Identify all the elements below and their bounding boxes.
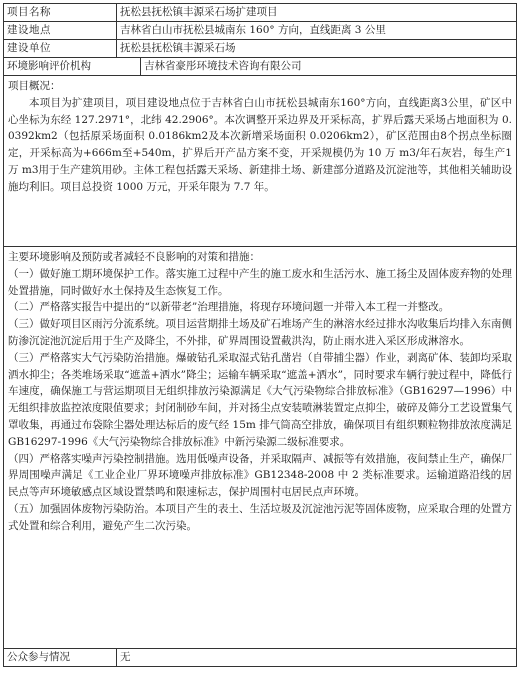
overview-body: 本项目为扩建项目，项目建设地点位于吉林省白山市抚松县城南东160°方向，直线距离3公里，矿区中心坐标为东经 127.2971°，北纬 42.2906°。本次调整开采边界及开采标高，扩界后露天采场占地面积为 0.0392km2（包括原采场面积 0.0186km2及本次新增采场面积 0.0206km2），矿区范围由8个拐点坐标圈定，开采标高为+666m至+540m，扩界后开产品方案不变，开采规模仍为 10 万 m3/年石灰岩，每生产1万 m3用于生产建筑用砂。主体工程包括露天采场、新建排土场、新建部分道路及沉淀池等，其他相关辅助设施均利旧。项目总投资 1000 万元，开采年限为 7.7 年。 xyxy=(8,96,512,193)
unit-value: 抚松县抚松镇丰源采石场 xyxy=(117,40,517,58)
measures-heading: 主要环境影响及预防或者减轻不良影响的对策和措施： xyxy=(8,251,260,263)
measure-item: （四）严格落实噪声污染控制措施。选用低噪声设备，并采取隔声、减振等有效措施，夜间禁止生产，确保厂界周围噪声满足《工业企业厂界环境噪声排放标准》GB12348-2008 中 2 类标准要求。运输道路沿线的居民点等声环境敏感点区域设置禁鸣和限速标志，保护周围村屯居民点声环境。 xyxy=(8,452,512,499)
participation-value: 无 xyxy=(117,649,517,667)
overview-row xyxy=(4,76,517,247)
measure-item: （三）做好项目区雨污分流系统。项目运营期排土场及矿石堆场产生的淋溶水经过排水沟收集后均排入东南侧防渗沉淀池沉淀后用于生产及降尘，不外排，矿界周围设置截洪沟，防止雨水进入采区形成淋溶水。 xyxy=(8,318,512,347)
unit-label: 建设单位 xyxy=(4,40,117,58)
measures-cell xyxy=(4,247,517,649)
measure-item: （三）严格落实大气污染防治措施。爆破钻孔采取湿式钻孔凿岩（自带捕尘器）作业，剥离矿体、装卸均采取洒水抑尘；各类堆场采取“遮盖+洒水”降尘；运输车辆采取“遮盖+洒水”，同时要求车辆行驶过程中，降低行车速度，确保施工与营运期项目无组织排放污染源满足《大气污染物综合排放标准》（GB16297—1996）中无组织排放监控浓度限值要求；封闭制砂车间，并对扬尘点安装喷淋装置定点抑尘，破碎及筛分工艺设置集气罩收集，再通过布袋除尘器处理达标后的废气经 15m 排气筒高空排放，确保项目有组织颗粒物排放浓度满足GB16297-1996《大气污染物综合排放标准》中新污染源二级标准要求。 xyxy=(8,351,512,448)
measure-item: （二）严格落实报告中提出的“以新带老”治理措施，将现存环境问题一并带入本工程一并整改。 xyxy=(8,301,450,314)
project-name-row xyxy=(4,4,517,22)
overview-heading: 项目概况： xyxy=(8,80,61,92)
location-row xyxy=(4,22,517,40)
eia-summary-document xyxy=(3,3,516,685)
measure-item: （一）做好施工期环境保护工作。落实施工过程中产生的施工废水和生活污水、施工扬尘及固体废弃物的处理处置措施，同时做好水土保持及生态恢复工作。 xyxy=(8,267,512,297)
eia-org-row xyxy=(4,58,517,76)
location-label: 建设地点 xyxy=(4,22,117,40)
location-value: 吉林省白山市抚松县城南东 160° 方向，直线距离 3 公里 xyxy=(117,22,517,40)
eia-org-value: 吉林省豪彤环境技术咨询有限公司 xyxy=(141,58,517,76)
unit-row xyxy=(4,40,517,58)
project-name-value: 抚松县抚松镇丰源采石场扩建项目 xyxy=(117,4,517,22)
overview-cell xyxy=(4,76,517,247)
participation-label: 公众参与情况 xyxy=(4,649,117,667)
measures-row xyxy=(4,247,517,649)
eia-summary-table xyxy=(3,3,517,667)
project-name-label: 项目名称 xyxy=(4,4,117,22)
eia-org-label: 环境影响评价机构 xyxy=(4,58,141,76)
participation-row xyxy=(4,649,517,667)
measure-item: （五）加强固体废物污染防治。本项目产生的表土、生活垃圾及沉淀池污泥等固体废物，应采取合理的处置方式处置和综合利用，避免产生二次污染。 xyxy=(8,502,512,532)
